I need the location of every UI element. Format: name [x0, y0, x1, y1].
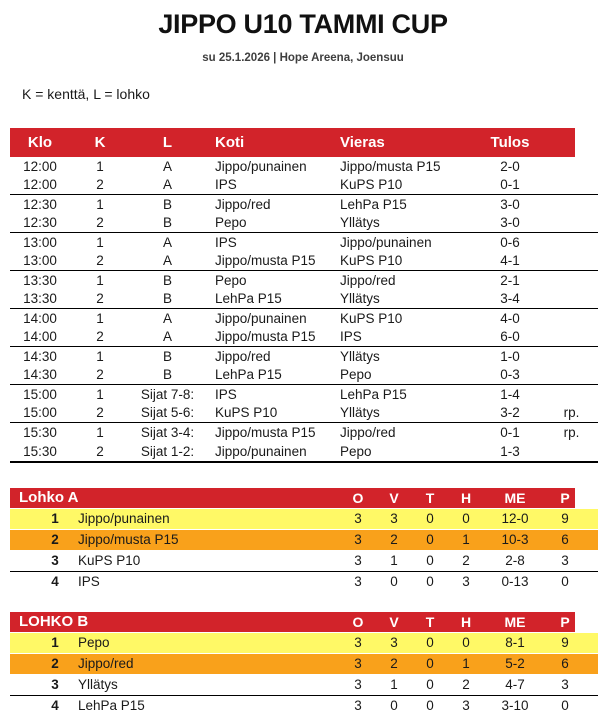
col-header-wins: V — [389, 614, 399, 630]
standings-row — [10, 572, 598, 593]
match-time-cell: 14:30 — [23, 367, 57, 382]
col-header-draws: T — [425, 614, 435, 630]
match-away-cell: Pepo — [340, 367, 372, 382]
match-away-cell: LehPa P15 — [340, 387, 407, 402]
match-group-cell: Sijat 3-4: — [140, 425, 195, 440]
rank-cell: 4 — [51, 574, 59, 589]
losses-cell: 0 — [462, 511, 470, 526]
standings-row — [10, 551, 598, 572]
match-note-cell — [545, 366, 598, 384]
rank-cell: 3 — [51, 553, 59, 568]
wins-cell: 2 — [390, 532, 398, 547]
match-home-cell: IPS — [215, 387, 237, 402]
match-score-cell: 3-0 — [500, 215, 520, 230]
draws-cell: 0 — [426, 532, 434, 547]
match-score-cell: 1-3 — [500, 444, 520, 459]
match-away-cell: Yllätys — [340, 405, 380, 420]
col-header-played: O — [352, 614, 364, 630]
match-field-cell: 2 — [96, 367, 104, 382]
team-cell: Jippo/musta P15 — [78, 532, 179, 547]
match-row — [10, 195, 598, 214]
played-cell: 3 — [354, 532, 362, 547]
team-cell: Jippo/punainen — [78, 511, 170, 526]
row-spacer — [582, 551, 598, 571]
played-cell: 3 — [354, 511, 362, 526]
match-home-cell: Jippo/musta P15 — [215, 425, 316, 440]
draws-cell: 0 — [426, 574, 434, 589]
match-note-cell — [545, 309, 598, 328]
team-cell: LehPa P15 — [78, 698, 145, 713]
match-group-cell: B — [162, 367, 172, 382]
match-away-cell: Yllätys — [340, 291, 380, 306]
standings-row — [10, 530, 598, 551]
match-score-cell: 0-1 — [500, 425, 520, 440]
col-header-note — [545, 128, 598, 157]
match-time-cell: 12:30 — [23, 197, 57, 212]
match-row — [10, 157, 598, 176]
match-note-cell — [545, 328, 598, 346]
wins-cell: 3 — [390, 635, 398, 650]
match-field-cell: 2 — [96, 291, 104, 306]
rank-cell: 2 — [51, 656, 59, 671]
goal-diff-cell: 0-13 — [501, 574, 529, 589]
match-row — [10, 442, 598, 461]
points-cell: 6 — [561, 532, 569, 547]
losses-cell: 1 — [462, 532, 470, 547]
group-a-standings — [10, 488, 598, 593]
match-time-cell: 13:30 — [23, 273, 57, 288]
played-cell: 3 — [354, 698, 362, 713]
standings-body — [10, 633, 598, 717]
goal-diff-cell: 12-0 — [501, 511, 529, 526]
match-note-cell — [545, 385, 598, 404]
draws-cell: 0 — [426, 677, 434, 692]
match-group-cell: B — [162, 197, 172, 212]
match-note-cell — [545, 290, 598, 308]
match-score-cell: 4-0 — [500, 311, 520, 326]
draws-cell: 0 — [426, 656, 434, 671]
col-header-points: P — [560, 614, 570, 630]
match-row — [10, 385, 598, 404]
match-away-cell: KuPS P10 — [340, 253, 403, 268]
match-group-cell: A — [162, 253, 172, 268]
match-score-cell: 0-6 — [500, 235, 520, 250]
group-header-row — [10, 612, 598, 633]
match-group-cell: B — [162, 215, 172, 230]
match-note-cell — [545, 252, 598, 270]
match-row — [10, 404, 598, 423]
match-row — [10, 176, 598, 195]
match-group-cell: A — [162, 159, 172, 174]
played-cell: 3 — [354, 656, 362, 671]
standings-body — [10, 509, 598, 593]
page-title: JIPPO U10 TAMMI CUP — [158, 9, 448, 39]
match-row — [10, 347, 598, 366]
match-field-cell: 1 — [96, 273, 104, 288]
wins-cell: 0 — [390, 574, 398, 589]
match-away-cell: Yllätys — [340, 349, 380, 364]
match-note-cell — [545, 176, 598, 194]
wins-cell: 0 — [390, 698, 398, 713]
points-cell: 9 — [561, 511, 569, 526]
team-cell: KuPS P10 — [78, 553, 141, 568]
match-row — [10, 290, 598, 309]
standings-row — [10, 509, 598, 530]
match-time-cell: 15:30 — [23, 425, 57, 440]
standings-row — [10, 654, 598, 675]
col-header-goals: ME — [504, 490, 526, 506]
match-note-cell — [545, 157, 598, 176]
match-row — [10, 328, 598, 347]
standings-row — [10, 675, 598, 696]
match-score-cell: 3-2 — [500, 405, 520, 420]
goal-diff-cell: 5-2 — [505, 656, 525, 671]
match-row — [10, 309, 598, 328]
match-time-cell: 12:00 — [23, 177, 57, 192]
losses-cell: 3 — [462, 574, 470, 589]
losses-cell: 0 — [462, 635, 470, 650]
match-note-cell — [545, 214, 598, 232]
match-group-cell: A — [162, 329, 172, 344]
match-row — [10, 366, 598, 385]
match-row — [10, 271, 598, 290]
played-cell: 3 — [354, 574, 362, 589]
legend-text: K = kenttä, L = lohko — [22, 86, 150, 102]
match-away-cell: KuPS P10 — [340, 177, 403, 192]
match-home-cell: LehPa P15 — [215, 291, 282, 306]
match-row — [10, 252, 598, 271]
col-header-koti: Koti — [215, 134, 245, 151]
played-cell: 3 — [354, 677, 362, 692]
match-field-cell: 2 — [96, 215, 104, 230]
match-group-cell: B — [162, 291, 172, 306]
col-header-losses: H — [460, 614, 472, 630]
losses-cell: 2 — [462, 677, 470, 692]
match-away-cell: Pepo — [340, 444, 372, 459]
col-header-k: K — [94, 134, 106, 151]
match-time-cell: 13:00 — [23, 253, 57, 268]
match-field-cell: 2 — [96, 405, 104, 420]
match-group-cell: B — [162, 273, 172, 288]
match-home-cell: Jippo/red — [215, 349, 271, 364]
row-spacer — [582, 633, 598, 653]
match-field-cell: 1 — [96, 235, 104, 250]
match-group-cell: Sijat 7-8: — [140, 387, 195, 402]
goal-diff-cell: 3-10 — [501, 698, 529, 713]
losses-cell: 3 — [462, 698, 470, 713]
losses-cell: 1 — [462, 656, 470, 671]
rank-cell: 1 — [51, 511, 59, 526]
schedule-body — [10, 157, 598, 461]
match-field-cell: 2 — [96, 329, 104, 344]
match-note-cell: rp. — [563, 405, 580, 420]
match-time-cell: 12:30 — [23, 215, 57, 230]
row-spacer — [582, 675, 598, 695]
match-field-cell: 1 — [96, 387, 104, 402]
match-field-cell: 1 — [96, 197, 104, 212]
col-header-played: O — [352, 490, 364, 506]
row-spacer — [582, 530, 598, 550]
match-score-cell: 4-1 — [500, 253, 520, 268]
team-cell: Yllätys — [78, 677, 118, 692]
match-group-cell: A — [162, 311, 172, 326]
match-group-cell: Sijat 1-2: — [140, 444, 195, 459]
match-home-cell: Jippo/punainen — [215, 444, 307, 459]
team-cell: Jippo/red — [78, 656, 134, 671]
match-time-cell: 15:00 — [23, 405, 57, 420]
match-home-cell: IPS — [215, 177, 237, 192]
match-time-cell: 15:30 — [23, 444, 57, 459]
match-score-cell: 1-0 — [500, 349, 520, 364]
match-home-cell: Pepo — [215, 215, 247, 230]
match-away-cell: LehPa P15 — [340, 197, 407, 212]
col-header-l: L — [162, 134, 173, 151]
match-field-cell: 2 — [96, 177, 104, 192]
points-cell: 0 — [561, 574, 569, 589]
match-home-cell: Jippo/musta P15 — [215, 329, 316, 344]
match-field-cell: 1 — [96, 311, 104, 326]
col-header-klo: Klo — [27, 134, 53, 151]
wins-cell: 3 — [390, 511, 398, 526]
match-home-cell: IPS — [215, 235, 237, 250]
schedule-header-row — [10, 128, 598, 157]
match-group-cell: Sijat 5-6: — [140, 405, 195, 420]
standings-row — [10, 633, 598, 654]
match-field-cell: 2 — [96, 253, 104, 268]
group-title: LOHKO B — [19, 613, 89, 630]
goal-diff-cell: 8-1 — [505, 635, 525, 650]
team-cell: Pepo — [78, 635, 110, 650]
wins-cell: 1 — [390, 677, 398, 692]
draws-cell: 0 — [426, 698, 434, 713]
match-group-cell: B — [162, 349, 172, 364]
row-spacer — [582, 654, 598, 674]
goal-diff-cell: 4-7 — [505, 677, 525, 692]
group-b-standings — [10, 612, 598, 717]
header-spacer — [582, 488, 598, 508]
match-time-cell: 12:00 — [23, 159, 57, 174]
standings-row — [10, 696, 598, 717]
match-away-cell: IPS — [340, 329, 362, 344]
match-field-cell: 2 — [96, 444, 104, 459]
rank-cell: 1 — [51, 635, 59, 650]
match-time-cell: 15:00 — [23, 387, 57, 402]
match-score-cell: 0-3 — [500, 367, 520, 382]
points-cell: 3 — [561, 553, 569, 568]
match-time-cell: 13:00 — [23, 235, 57, 250]
rank-cell: 2 — [51, 532, 59, 547]
draws-cell: 0 — [426, 553, 434, 568]
match-score-cell: 2-1 — [500, 273, 520, 288]
match-home-cell: Pepo — [215, 273, 247, 288]
match-row — [10, 233, 598, 252]
match-schedule-table — [10, 128, 598, 463]
match-time-cell: 13:30 — [23, 291, 57, 306]
match-note-cell — [545, 442, 598, 461]
row-spacer — [582, 696, 598, 716]
match-score-cell: 3-0 — [500, 197, 520, 212]
match-time-cell: 14:00 — [23, 311, 57, 326]
points-cell: 0 — [561, 698, 569, 713]
row-spacer — [582, 509, 598, 529]
points-cell: 6 — [561, 656, 569, 671]
goal-diff-cell: 2-8 — [505, 553, 525, 568]
points-cell: 3 — [561, 677, 569, 692]
match-home-cell: Jippo/red — [215, 197, 271, 212]
goal-diff-cell: 10-3 — [501, 532, 529, 547]
match-note-cell — [545, 271, 598, 290]
col-header-points: P — [560, 490, 570, 506]
match-away-cell: Yllätys — [340, 215, 380, 230]
match-home-cell: Jippo/musta P15 — [215, 253, 316, 268]
col-header-goals: ME — [504, 614, 526, 630]
team-cell: IPS — [78, 574, 100, 589]
group-header-row — [10, 488, 598, 509]
col-header-wins: V — [389, 490, 399, 506]
match-home-cell: Jippo/punainen — [215, 311, 307, 326]
match-field-cell: 1 — [96, 425, 104, 440]
match-score-cell: 6-0 — [500, 329, 520, 344]
match-time-cell: 14:00 — [23, 329, 57, 344]
col-header-vieras: Vieras — [340, 134, 385, 151]
match-time-cell: 14:30 — [23, 349, 57, 364]
page-subtitle: su 25.1.2026 | Hope Areena, Joensuu — [202, 52, 404, 64]
match-row — [10, 423, 598, 442]
rank-cell: 3 — [51, 677, 59, 692]
match-score-cell: 3-4 — [500, 291, 520, 306]
match-row — [10, 214, 598, 233]
draws-cell: 0 — [426, 511, 434, 526]
col-header-draws: T — [425, 490, 435, 506]
draws-cell: 0 — [426, 635, 434, 650]
group-title: Lohko A — [19, 489, 79, 506]
match-away-cell: Jippo/red — [340, 273, 396, 288]
match-field-cell: 1 — [96, 349, 104, 364]
points-cell: 9 — [561, 635, 569, 650]
match-away-cell: Jippo/musta P15 — [340, 159, 441, 174]
match-field-cell: 1 — [96, 159, 104, 174]
wins-cell: 1 — [390, 553, 398, 568]
match-note-cell: rp. — [563, 425, 580, 440]
match-note-cell — [545, 195, 598, 214]
match-away-cell: KuPS P10 — [340, 311, 403, 326]
match-note-cell — [545, 347, 598, 366]
row-spacer — [582, 572, 598, 592]
header-spacer — [582, 612, 598, 632]
rank-cell: 4 — [51, 698, 59, 713]
match-group-cell: A — [162, 177, 172, 192]
match-home-cell: LehPa P15 — [215, 367, 282, 382]
match-group-cell: A — [162, 235, 172, 250]
match-score-cell: 1-4 — [500, 387, 520, 402]
match-home-cell: KuPS P10 — [215, 405, 278, 420]
col-header-tulos: Tulos — [490, 134, 530, 151]
played-cell: 3 — [354, 635, 362, 650]
wins-cell: 2 — [390, 656, 398, 671]
match-away-cell: Jippo/red — [340, 425, 396, 440]
match-home-cell: Jippo/punainen — [215, 159, 307, 174]
match-away-cell: Jippo/punainen — [340, 235, 432, 250]
losses-cell: 2 — [462, 553, 470, 568]
match-score-cell: 2-0 — [500, 159, 520, 174]
col-header-losses: H — [460, 490, 472, 506]
played-cell: 3 — [354, 553, 362, 568]
match-score-cell: 0-1 — [500, 177, 520, 192]
match-note-cell — [545, 233, 598, 252]
